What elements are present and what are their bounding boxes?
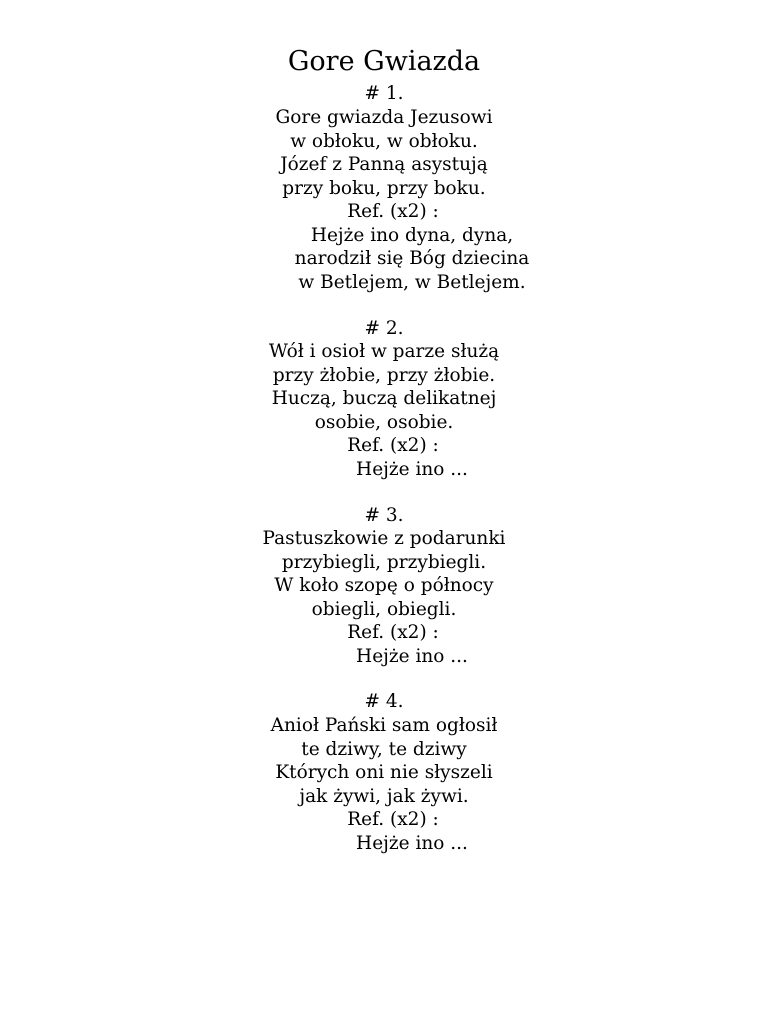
verse-1-refrain-line-2: narodził się Bóg dziecina: [294, 248, 530, 269]
verse-1-refrain-line-3: w Betlejem, w Betlejem.: [298, 272, 526, 293]
verse-4-ref-label: Ref. (x2) :: [347, 809, 439, 830]
verse-1-line-4: przy boku, przy boku.: [282, 178, 486, 199]
verse-2-line-4: osobie, osobie.: [314, 412, 454, 433]
verse-1-line-2: w obłoku, w obłoku.: [290, 131, 478, 152]
song-title: Gore Gwiazda: [287, 46, 481, 77]
verse-1-ref-label: Ref. (x2) :: [347, 201, 439, 222]
verse-1-line-1: Gore gwiazda Jezusowi: [275, 107, 493, 128]
verse-4-line-1: Anioł Pański sam ogłosił: [270, 715, 498, 736]
verse-1-refrain-line-1: Hejże ino dyna, dyna,: [310, 225, 514, 246]
verse-4-refrain-line-1: Hejże ino ...: [356, 833, 468, 854]
verse-3-line-3: W koło szopę o północy: [274, 575, 494, 596]
verse-3-line-4: obiegli, obiegli.: [311, 599, 457, 620]
verse-3-refrain-line-1: Hejże ino ...: [356, 646, 468, 667]
verse-1-line-3: Józef z Panną asystują: [280, 154, 488, 175]
verse-3-line-1: Pastuszkowie z podarunki: [262, 528, 506, 549]
verse-4-line-4: jak żywi, jak żywi.: [299, 786, 469, 807]
verse-2-line-1: Wół i osioł w parze służą: [268, 341, 500, 362]
verse-1-number: # 1.: [364, 83, 404, 104]
verse-3-number: # 3.: [364, 505, 404, 526]
verse-2-ref-label: Ref. (x2) :: [347, 435, 439, 456]
verse-2-number: # 2.: [364, 318, 404, 339]
verse-2-refrain-line-1: Hejże ino ...: [356, 459, 468, 480]
verse-2-line-2: przy żłobie, przy żłobie.: [272, 365, 496, 386]
verse-3-ref-label: Ref. (x2) :: [347, 622, 439, 643]
verse-4-number: # 4.: [364, 691, 404, 712]
verse-4-line-2: te dziwy, te dziwy: [301, 739, 467, 760]
verse-2-line-3: Huczą, buczą delikatnej: [271, 388, 497, 409]
verse-3-line-2: przybiegli, przybiegli.: [281, 552, 487, 573]
verse-4-line-3: Których oni nie słyszeli: [275, 762, 493, 783]
